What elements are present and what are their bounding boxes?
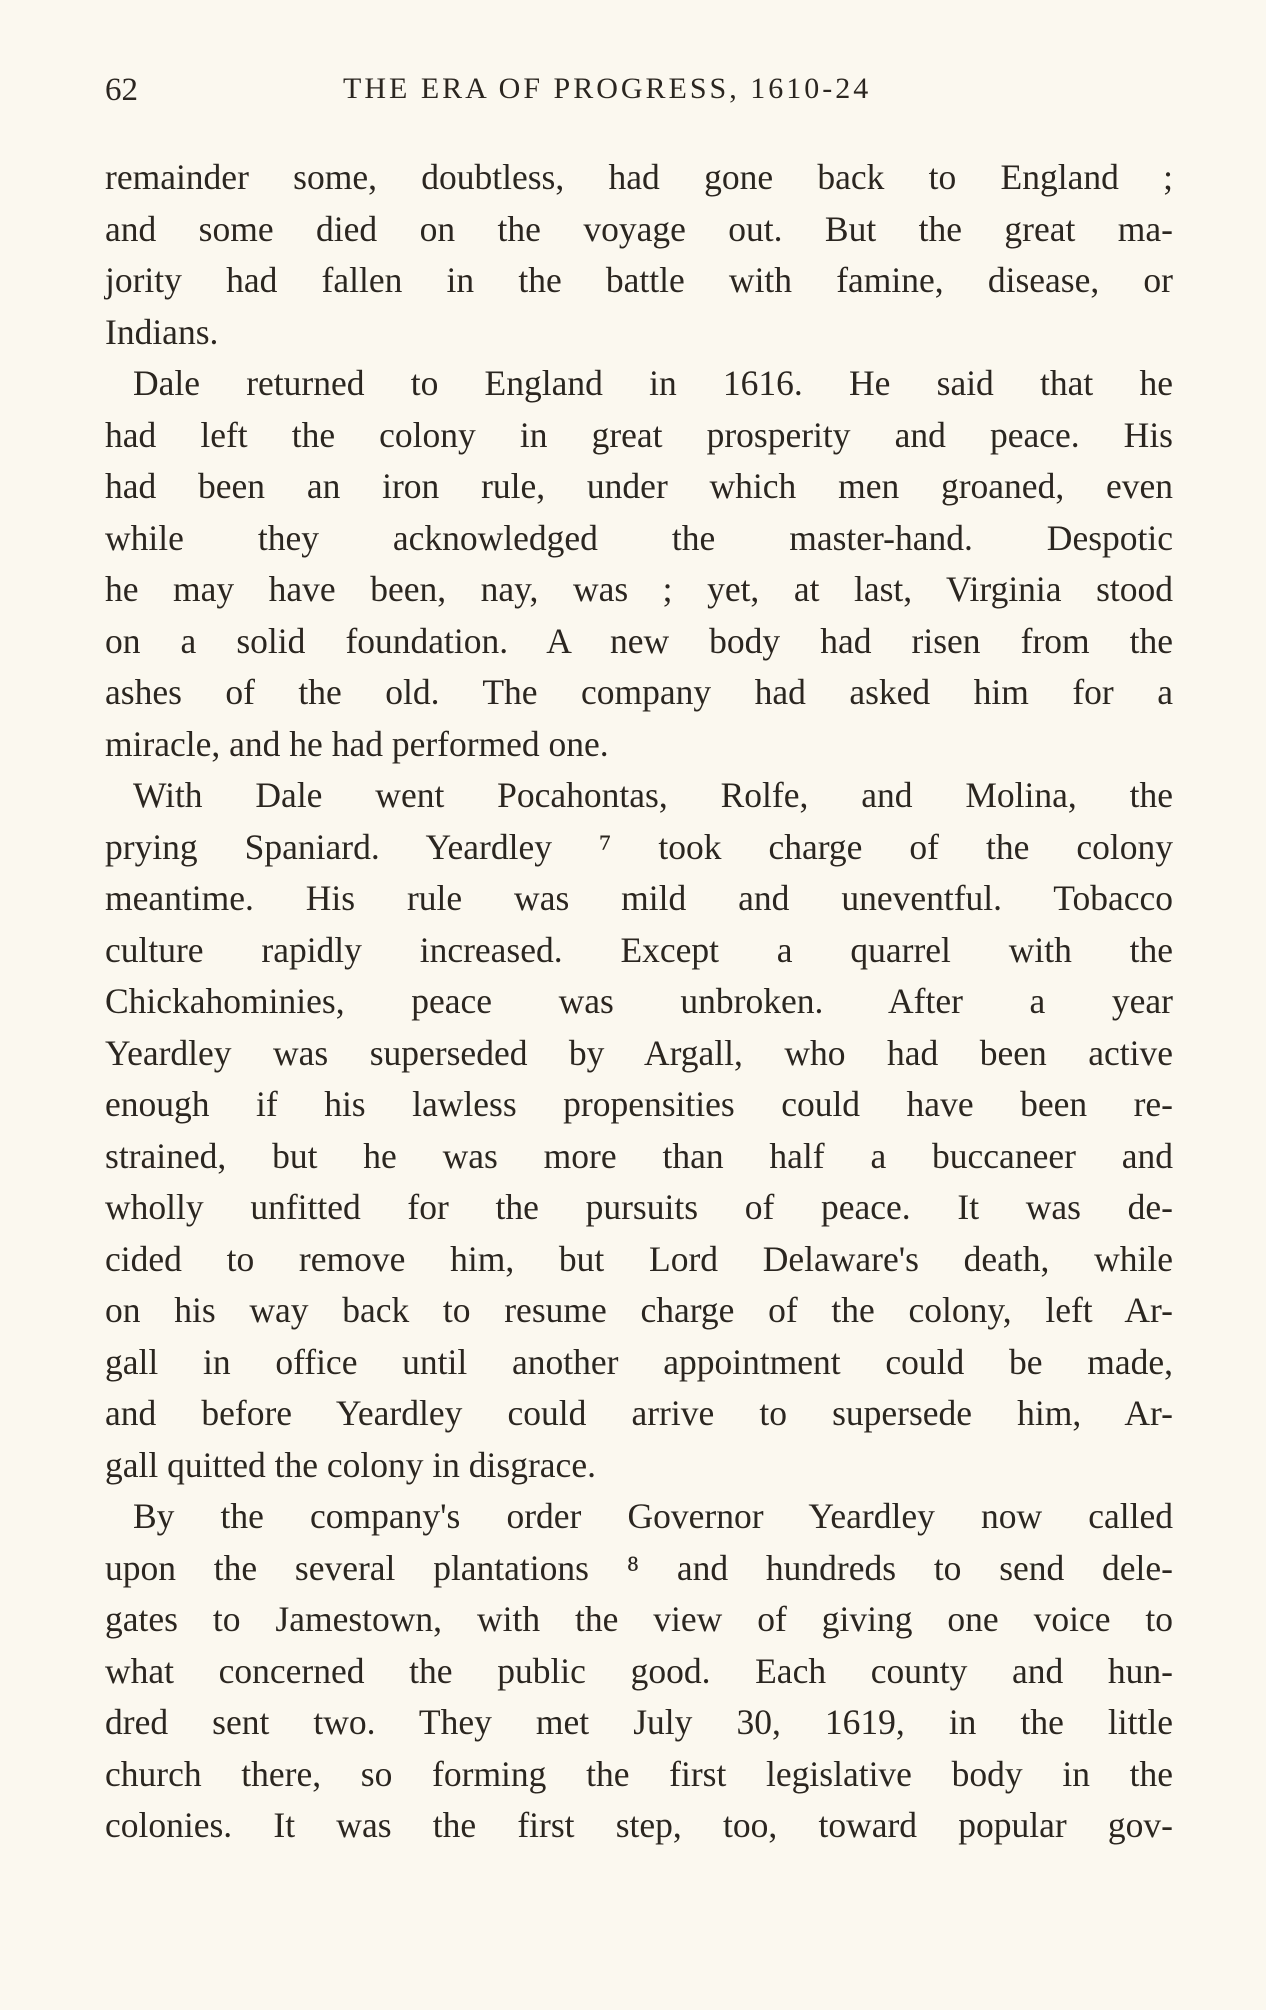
- text-line: and some died on the voyage out. But the great ma-: [105, 208, 1173, 249]
- text-line: ashes of the old. The company had asked him for a: [105, 672, 1173, 712]
- text-line: Dale returned to England in 1616. He said that he: [133, 363, 1173, 403]
- body-text: [105, 152, 1173, 1852]
- page-number: 62: [105, 72, 138, 108]
- text-line: had been an iron rule, under which men groaned, even: [105, 466, 1173, 506]
- text-line: he may have been, nay, was ; yet, at last, Virginia stood: [105, 569, 1173, 609]
- text-line: church there, so forming the first legislative body in the: [105, 1753, 1173, 1794]
- text-line: meantime. His rule was mild and uneventful. Tobacco: [105, 878, 1173, 918]
- text-line: gall in office until another appointment could be made,: [105, 1341, 1173, 1382]
- text-line: colonies. It was the first step, too, toward popular gov-: [105, 1805, 1173, 1845]
- text-line: jority had fallen in the battle with famine, disease, or: [105, 260, 1173, 300]
- text-line: strained, but he was more than half a buccaneer and: [105, 1135, 1173, 1176]
- text-line: had left the colony in great prosperity and peace. His: [105, 414, 1173, 455]
- text-line: dred sent two. They met July 30, 1619, in the little: [105, 1702, 1173, 1742]
- running-title: THE ERA OF PROGRESS, 1610-24: [343, 72, 872, 105]
- text-line: Indians.: [105, 311, 219, 352]
- text-line: By the company's order Governor Yeardley now called: [133, 1496, 1173, 1536]
- text-line: remainder some, doubtless, had gone back to England ;: [105, 157, 1173, 197]
- text-line: Chickahominies, peace was unbroken. After a year: [105, 981, 1173, 1021]
- text-line: cided to remove him, but Lord Delaware's death, while: [105, 1238, 1173, 1279]
- text-line: upon the several plantations ⁸ and hundreds to send dele-: [105, 1547, 1173, 1588]
- text-line: miracle, and he had performed one.: [105, 723, 609, 764]
- text-line: on his way back to resume charge of the colony, left Ar-: [105, 1290, 1173, 1330]
- running-head: [105, 68, 1205, 118]
- text-line: enough if his lawless propensities could have been re-: [105, 1084, 1173, 1124]
- text-line: With Dale went Pocahontas, Rolfe, and Molina, the: [133, 775, 1173, 815]
- text-line: prying Spaniard. Yeardley ⁷ took charge of the colony: [105, 826, 1173, 867]
- text-line: gall quitted the colony in disgrace.: [105, 1444, 596, 1485]
- text-line: what concerned the public good. Each county and hun-: [105, 1650, 1173, 1691]
- text-line: culture rapidly increased. Except a quarrel with the: [105, 929, 1173, 970]
- text-line: wholly unfitted for the pursuits of peace. It was de-: [105, 1187, 1173, 1227]
- text-line: Yeardley was superseded by Argall, who had been active: [105, 1032, 1173, 1073]
- text-line: on a solid foundation. A new body had risen from the: [105, 620, 1173, 661]
- text-line: while they acknowledged the master-hand. Despotic: [105, 517, 1173, 558]
- text-line: and before Yeardley could arrive to supersede him, Ar-: [105, 1393, 1173, 1433]
- text-line: gates to Jamestown, with the view of giving one voice to: [105, 1599, 1173, 1639]
